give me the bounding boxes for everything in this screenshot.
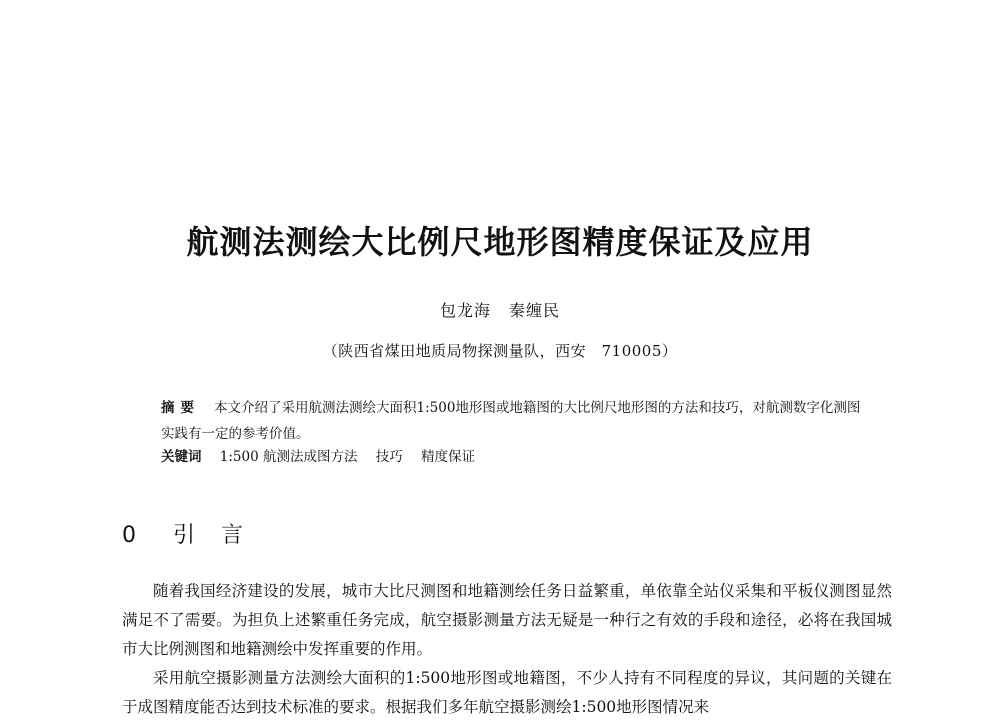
keywords (161, 446, 861, 468)
author-list (0, 300, 1000, 322)
author-affiliation: （陕西省煤田地质局物探测量队，西安 710005） (322, 342, 678, 360)
author-name: 秦缠民 (509, 301, 561, 320)
section-heading (122, 520, 269, 552)
paper-title: 航测法测绘大比例尺地形图精度保证及应用 (186, 223, 814, 261)
abstract-text: 本文介绍了采用航测法测绘大面积1:500地形图或地籍图的大比例尺地形图的方法和技巧，对航测数字化测图实践有一定的参考价值。 (161, 400, 861, 442)
keyword: 精度保证 (421, 449, 476, 465)
keyword: 技巧 (375, 449, 403, 465)
keywords-label: 关键词 (161, 449, 202, 465)
abstract (161, 395, 861, 447)
paragraph: 随着我国经济建设的发展，城市大比尺测图和地籍测绘任务日益繁重，单依靠全站仪采集和平板仪测图显然满足不了需要。为担负上述繁重任务完成，航空摄影测量方法无疑是一种行之有效的手段和途径，必将在我国城市大比例测图和地籍测绘中发挥重要的作用。 (122, 582, 892, 658)
section-title: 引言 (173, 523, 270, 548)
paragraph: 采用航空摄影测量方法测绘大面积的1:500地形图或地籍图，不少人持有不同程度的异议，其问题的关键在于成图精度能否达到技术标准的要求。根据我们多年航空摄影测绘1:500地形图情况来 (122, 669, 892, 716)
abstract-label: 摘要 (161, 400, 200, 416)
section-number: 0 (122, 523, 136, 548)
body-text (122, 577, 892, 722)
author-name: 包龙海 (439, 301, 491, 320)
keyword: 1:500 航测法成图方法 (219, 449, 358, 465)
